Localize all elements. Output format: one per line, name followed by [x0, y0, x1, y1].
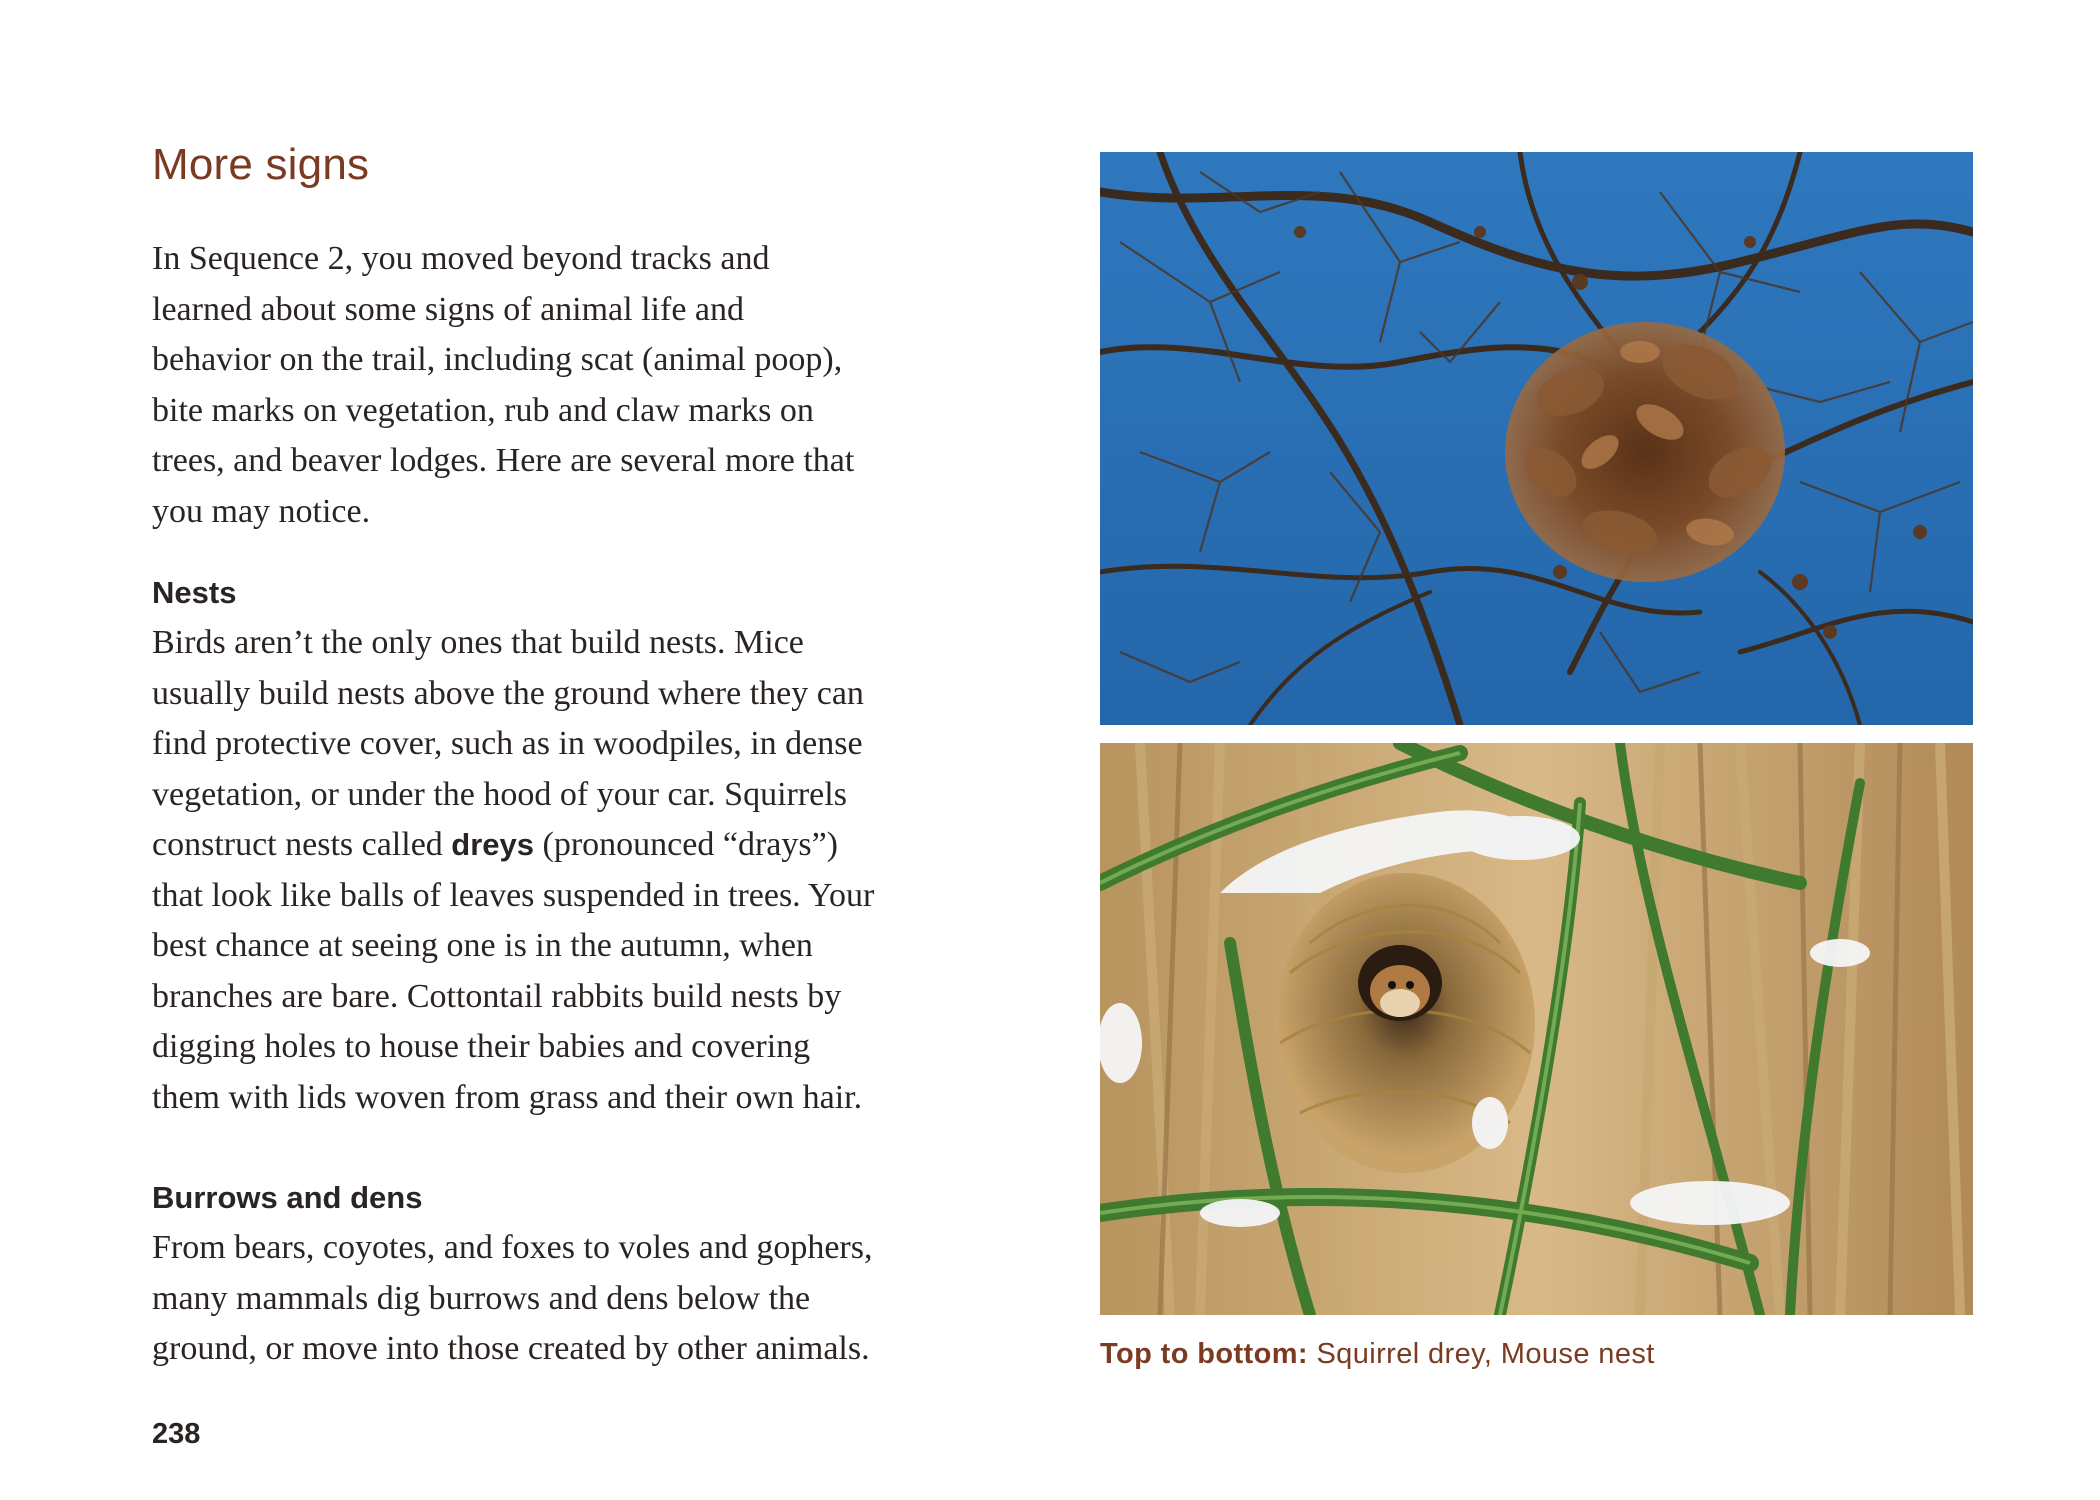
- text-line: construct nests called: [152, 826, 452, 863]
- squirrel-drey-photo: [1100, 152, 1973, 725]
- text-line: In Sequence 2, you moved beyond tracks and: [152, 240, 770, 277]
- photo-caption: [1100, 1338, 1655, 1371]
- intro-text: [152, 234, 997, 537]
- nests-section: [152, 568, 997, 1123]
- text-line: many mammals dig burrows and dens below the: [152, 1279, 811, 1317]
- text-line: you may notice.: [152, 492, 371, 530]
- text-line: Birds aren’t the only ones that build nests. Mice: [152, 624, 804, 661]
- nests-heading: Nests: [152, 575, 237, 610]
- text-line: usually build nests above the ground where they can: [152, 674, 864, 712]
- intro-paragraph: [152, 234, 997, 537]
- text-line: ground, or move into those created by other animals.: [152, 1330, 870, 1367]
- key-term-dreys: dreys: [451, 827, 535, 862]
- text-line: vegetation, or under the hood of your car. Squirrels: [152, 775, 847, 813]
- text-line: From bears, coyotes, and foxes to voles and gophers,: [152, 1229, 873, 1266]
- mouse-nest-photo: [1100, 743, 1973, 1315]
- caption-text: Squirrel drey, Mouse nest: [1307, 1338, 1655, 1370]
- text-line: trees, and beaver lodges. Here are several more that: [152, 442, 855, 479]
- burrows-text: [152, 1223, 997, 1375]
- text-line: behavior on the trail, including scat (animal poop),: [152, 341, 843, 378]
- text-line: them with lids woven from grass and their own hair.: [152, 1078, 863, 1116]
- nests-text: [152, 618, 997, 1123]
- page-title: More signs: [152, 140, 370, 189]
- text-line: best chance at seeing one is in the autumn, when: [152, 927, 813, 964]
- text-line: digging holes to house their babies and covering: [152, 1028, 811, 1065]
- caption-lead: Top to bottom:: [1100, 1338, 1308, 1370]
- text-line: branches are bare. Cottontail rabbits build nests by: [152, 977, 842, 1015]
- text-line: (pronounced “drays”): [534, 826, 839, 863]
- burrows-heading: Burrows and dens: [152, 1180, 423, 1215]
- burrows-section: [152, 1173, 997, 1375]
- text-line: find protective cover, such as in woodpiles, in dense: [152, 725, 863, 762]
- text-line: that look like balls of leaves suspended in trees. Your: [152, 876, 875, 914]
- page-number: 238: [152, 1418, 201, 1450]
- text-line: learned about some signs of animal life and: [152, 290, 744, 328]
- text-line: bite marks on vegetation, rub and claw marks on: [152, 391, 814, 429]
